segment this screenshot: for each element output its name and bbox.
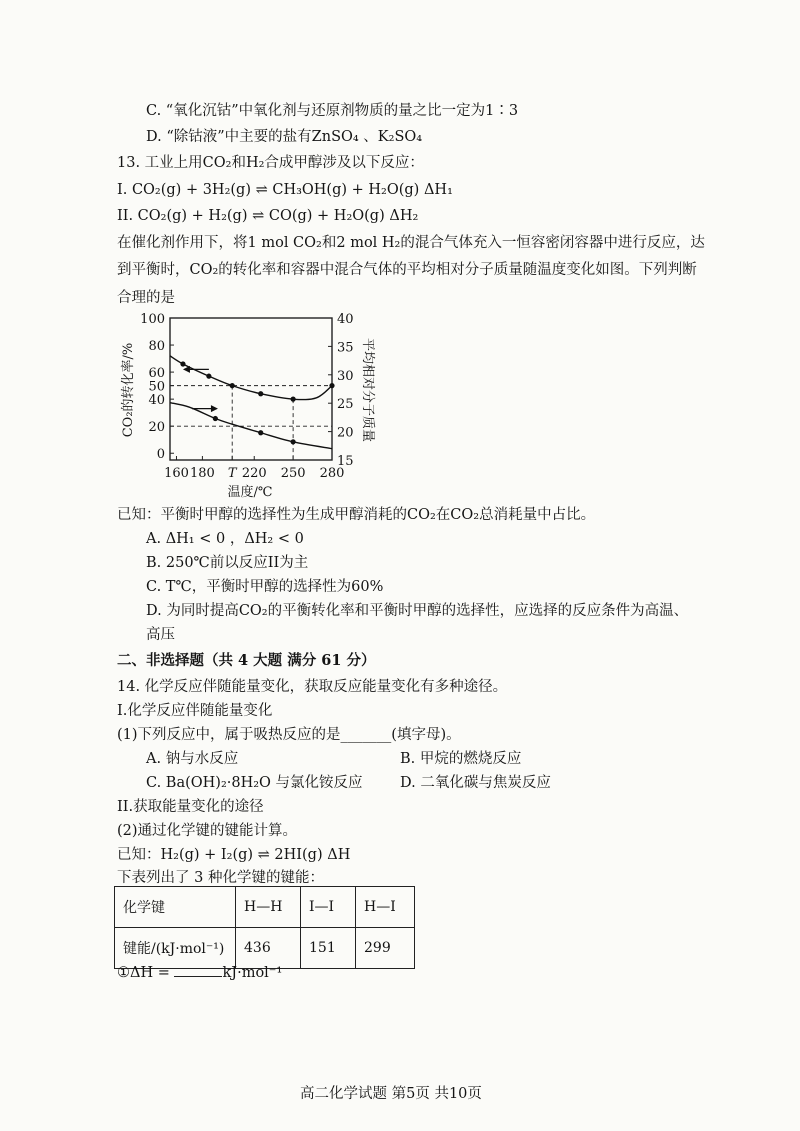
q14-1-option-a: A. 钠与水反应: [146, 751, 239, 767]
x-tick-label: 250: [280, 466, 306, 481]
q13-reaction-2: II. CO₂(g) + H₂(g) ⇌ CO(g) + H₂O(g) ΔH₂: [117, 208, 419, 224]
table-header-row: [115, 887, 415, 928]
q13-option-a: A. ΔH₁ < 0 ，ΔH₂ < 0: [146, 531, 304, 547]
option-d-previous: D. “除钴液”中主要的盐有ZnSO₄ 、K₂SO₄: [146, 129, 423, 145]
part-1-heading: I.化学反应伴随能量变化: [117, 703, 273, 719]
q13-option-b: B. 250℃前以反应II为主: [146, 555, 309, 571]
q14-2-known: 已知：H₂(g) + I₂(g) ⇌ 2HI(g) ΔH: [117, 847, 351, 863]
table-header-cell: H—H: [236, 887, 301, 928]
y-right-tick-label: 25: [337, 397, 354, 413]
table-header-cell: H—I: [356, 887, 415, 928]
y-left-tick-label: 40: [148, 393, 165, 409]
x-tick-label: 280: [319, 466, 345, 481]
answer-line: [117, 962, 282, 983]
q13-paragraph-line-1: 在催化剂作用下，将1 mol CO₂和2 mol H₂的混合气体充入一恒容密闭容器中进行反应，达: [117, 235, 705, 251]
answer-unit: kJ·mol⁻¹: [222, 965, 283, 981]
q13-reaction-1: I. CO₂(g) + 3H₂(g) ⇌ CH₃OH(g) + H₂O(g) ΔH₁: [117, 182, 453, 198]
data-point: [291, 397, 296, 402]
arrow-left-head: [183, 366, 190, 373]
data-point: [213, 416, 218, 421]
table-cell: 151: [301, 928, 356, 969]
q14-1-option-b: B. 甲烷的燃烧反应: [400, 751, 522, 767]
y-right-tick-label: 30: [337, 368, 354, 384]
section-2-heading: 二、非选择题（共 4 大题 满分 61 分）: [117, 652, 376, 669]
y-axis-label-right: 平均相对分子质量: [360, 337, 375, 443]
q14-1-option-d: D. 二氧化碳与焦炭反应: [400, 775, 551, 791]
y-axis-label-left: CO₂的转化率/%: [121, 342, 136, 438]
q14-2: (2)通过化学键的键能计算。: [117, 823, 298, 839]
y-right-tick-label: 15: [337, 454, 354, 469]
chart-ticks: [140, 312, 353, 481]
x-tick-label: 180: [189, 466, 215, 481]
table-intro: 下表列出了 3 种化学键的键能：: [117, 870, 324, 886]
data-point: [230, 383, 235, 388]
co2-conversion-chart: [110, 300, 400, 500]
q14-stem: 14. 化学反应伴随能量变化，获取反应能量变化有多种途径。: [117, 679, 508, 695]
table-row-label: 键能/(kJ·mol⁻¹): [115, 928, 236, 969]
y-right-tick-label: 20: [337, 425, 354, 441]
table-header-cell: 化学键: [115, 887, 236, 928]
q13-paragraph-line-2: 到平衡时，CO₂的转化率和容器中混合气体的平均相对分子质量随温度变化如图。下列判断: [117, 262, 697, 278]
bond-energy-table: [114, 886, 415, 969]
q13-option-d-line-1: D. 为同时提高CO₂的平衡转化率和平衡时甲醇的选择性，应选择的反应条件为高温、: [146, 603, 689, 619]
answer-blank[interactable]: [174, 962, 222, 977]
data-point: [258, 391, 263, 396]
x-tick-label: 220: [241, 466, 267, 481]
y-left-tick-label: 80: [148, 339, 165, 355]
part-2-heading: II.获取能量变化的途径: [117, 799, 264, 815]
q13-paragraph-line-3: 合理的是: [117, 290, 175, 306]
option-c-previous: C. “氧化沉钴”中氧化剂与还原剂物质的量之比一定为1∶3: [146, 103, 519, 119]
table-cell: 436: [236, 928, 301, 969]
x-axis-label: 温度/℃: [227, 485, 273, 500]
q13-option-c: C. T℃，平衡时甲醇的选择性为60%: [146, 579, 384, 595]
data-point: [329, 383, 334, 388]
page-footer: 高二化学试题 第5页 共10页: [300, 1086, 482, 1102]
y-right-tick-label: 40: [337, 312, 354, 327]
y-left-tick-label: 20: [148, 420, 165, 436]
y-left-tick-label: 60: [148, 366, 165, 382]
y-left-tick-label: 50: [148, 379, 165, 395]
table-header-cell: I—I: [301, 887, 356, 928]
table-cell: 299: [356, 928, 415, 969]
arrow-right-head: [211, 405, 218, 412]
data-point: [206, 374, 211, 379]
q14-1-option-c: C. Ba(OH)₂·8H₂O 与氯化铵反应: [146, 775, 363, 791]
answer-prefix: ①ΔH =: [117, 965, 175, 981]
q13-stem: 13. 工业上用CO₂和H₂合成甲醇涉及以下反应：: [117, 155, 424, 171]
series-line: [170, 356, 332, 400]
plot-frame: [170, 318, 332, 460]
data-point: [180, 361, 185, 366]
y-right-tick-label: 35: [337, 340, 354, 356]
series-line: [170, 403, 332, 449]
data-point: [291, 439, 296, 444]
x-tick-label: T: [227, 466, 237, 481]
x-tick-label: 160: [164, 466, 189, 481]
chart-series: [170, 356, 335, 460]
known-selectivity: 已知：平衡时甲醇的选择性为生成甲醇消耗的CO₂在CO₂总消耗量中占比。: [117, 507, 596, 523]
data-point: [258, 430, 263, 435]
q13-option-d-line-2: 高压: [146, 627, 175, 643]
y-left-tick-label: 100: [140, 312, 165, 327]
y-left-tick-label: 0: [156, 447, 165, 463]
chart-axes: [170, 318, 332, 460]
q14-1: (1)下列反应中，属于吸热反应的是_______(填字母)。: [117, 727, 461, 743]
